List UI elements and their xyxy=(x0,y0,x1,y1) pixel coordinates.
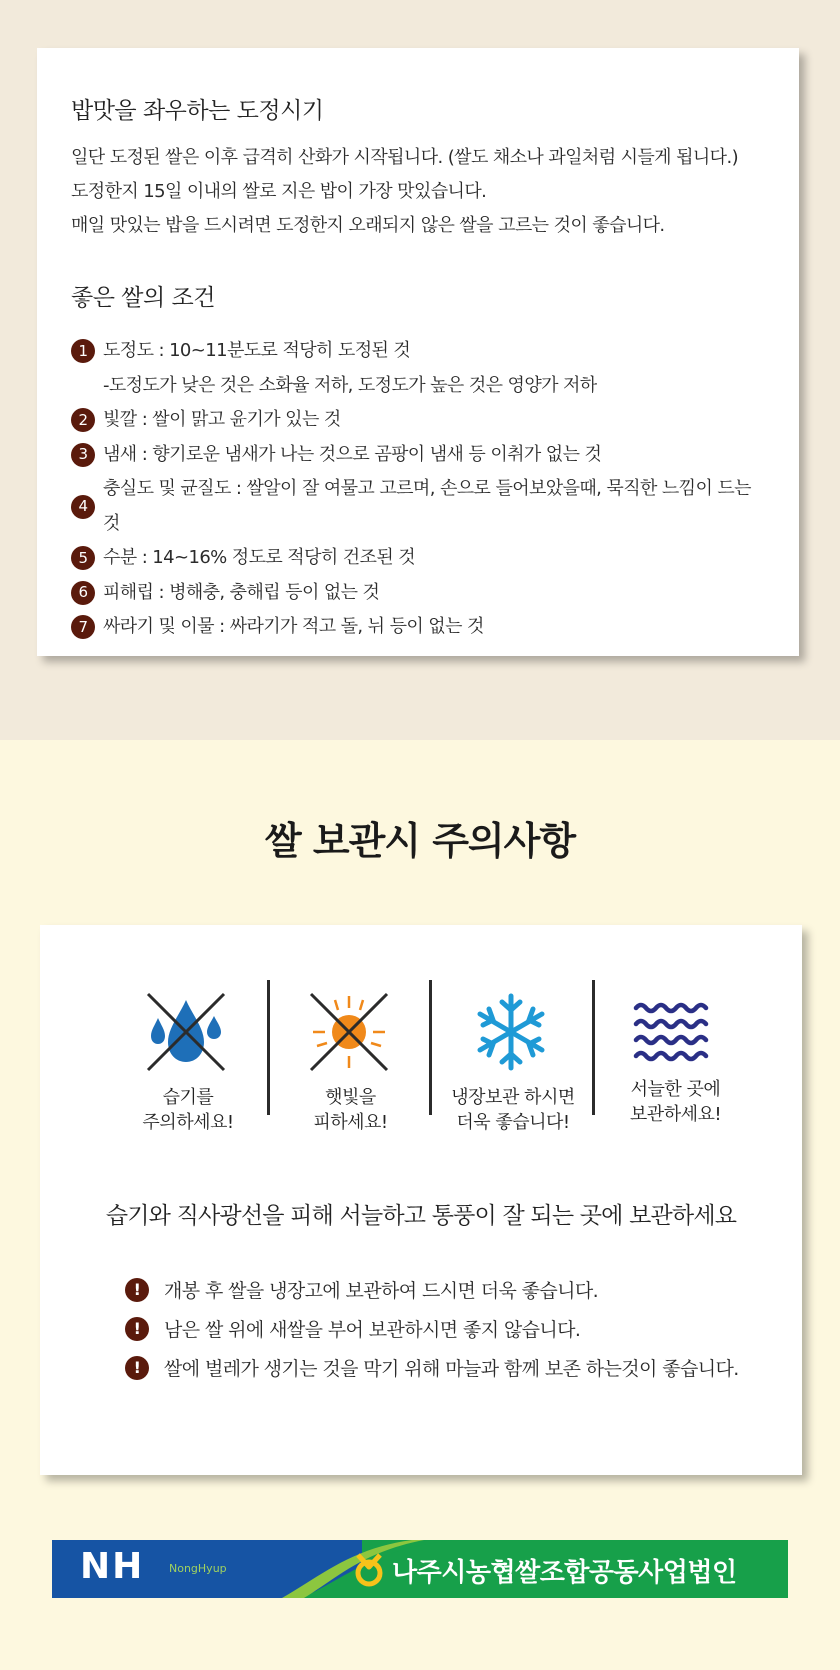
nonghyup-emblem-icon xyxy=(352,1551,386,1587)
moisture-cell xyxy=(105,925,268,1175)
number-badge: 6 xyxy=(71,581,95,605)
tip-item xyxy=(125,1270,739,1309)
condition-item xyxy=(71,576,765,611)
moisture-label xyxy=(105,1085,271,1135)
cool-place-cell xyxy=(593,925,756,1175)
cool-place-label xyxy=(593,1077,759,1127)
condition-text: 충실도 및 균질도 : 쌀알이 잘 여물고 고르며, 손으로 들어보았을때, 묵직한 느낌이 드는 것 xyxy=(103,478,751,534)
condition-text: 수분 : 14~16% 정도로 적당히 건조된 것 xyxy=(103,547,416,568)
storage-title: 쌀 보관시 주의사항 xyxy=(264,819,576,863)
snowflake-icon xyxy=(469,990,553,1074)
condition-item xyxy=(71,403,765,438)
no-sun-icon xyxy=(307,990,391,1074)
icon-label-line: 습기를 xyxy=(162,1087,214,1108)
condition-text: 냄새 : 향기로운 냄새가 나는 것으로 곰팡이 냄새 등 이취가 없는 것 xyxy=(103,443,602,465)
condition-subnote xyxy=(71,369,765,404)
condition-item xyxy=(71,438,765,473)
number-badge: 1 xyxy=(71,339,95,363)
condition-item xyxy=(71,472,765,541)
milling-heading: 밥맛을 좌우하는 도정시기 xyxy=(71,98,324,124)
number-badge: 4 xyxy=(71,495,95,519)
condition-text: 빛깔 : 쌀이 맑고 윤기가 있는 것 xyxy=(103,409,341,430)
tip-item xyxy=(125,1309,739,1348)
refrigerate-label xyxy=(430,1085,596,1135)
condition-item xyxy=(71,334,765,369)
refrigerate-cell xyxy=(430,925,593,1175)
no-water-drops-icon xyxy=(144,990,228,1074)
icon-label-line: 햇빛을 xyxy=(325,1087,376,1108)
number-badge: 2 xyxy=(71,408,95,432)
nh-logo-subtext: NongHyup xyxy=(169,1562,227,1575)
icon-label-line: 주의하세요! xyxy=(142,1112,234,1133)
condition-text: 피해립 : 병해충, 충해립 등이 없는 것 xyxy=(103,581,380,603)
conditions-list xyxy=(71,334,765,645)
icon-label-line: 피하세요! xyxy=(313,1112,388,1133)
bottom-section xyxy=(0,740,840,1670)
rice-info-card xyxy=(37,48,799,656)
number-badge: 5 xyxy=(71,546,95,570)
condition-text: 싸라기 및 이물 : 싸라기가 적고 돌, 뉘 등이 없는 것 xyxy=(103,616,484,637)
storage-icons-row xyxy=(105,925,755,1175)
exclamation-icon: ! xyxy=(125,1278,149,1302)
icon-label-line: 서늘한 곳에 xyxy=(630,1079,721,1100)
tip-text: 개봉 후 쌀을 냉장고에 보관하여 드시면 더욱 좋습니다. xyxy=(164,1280,599,1302)
milling-line: 도정한지 15일 이내의 쌀로 지은 밥이 가장 맛있습니다. xyxy=(71,181,487,202)
cool-waves-icon xyxy=(632,1000,716,1064)
tips-list xyxy=(125,1270,739,1387)
exclamation-icon: ! xyxy=(125,1356,149,1380)
condition-text: 도정도 : 10~11분도로 적당히 도정된 것 xyxy=(103,340,411,361)
brand-banner xyxy=(52,1540,788,1598)
milling-paragraph xyxy=(71,141,765,243)
icon-label-line: 보관하세요! xyxy=(629,1104,722,1125)
icon-label-line: 더욱 좋습니다! xyxy=(456,1112,570,1133)
storage-card xyxy=(40,925,802,1475)
main-advice: 습기와 직사광선을 피해 서늘하고 통풍이 잘 되는 곳에 보관하세요 xyxy=(105,1203,737,1229)
tip-item xyxy=(125,1348,739,1387)
top-section xyxy=(0,0,840,740)
tip-text: 남은 쌀 위에 새쌀을 부어 보관하시면 좋지 않습니다. xyxy=(164,1319,581,1341)
good-rice-heading: 좋은 쌀의 조건 xyxy=(71,285,215,311)
milling-line: 매일 맛있는 밥을 드시려면 도정한지 오래되지 않은 쌀을 고르는 것이 좋습니다. xyxy=(71,215,665,236)
milling-line: 일단 도정된 쌀은 이후 급격히 산화가 시작됩니다. (쌀도 채소나 과일처럼 시들게 됩니다.) xyxy=(71,147,739,168)
exclamation-icon: ! xyxy=(125,1317,149,1341)
number-badge: 3 xyxy=(71,443,95,467)
condition-item xyxy=(71,541,765,576)
nh-logo: NH xyxy=(80,1546,145,1587)
sunlight-cell xyxy=(268,925,431,1175)
condition-text: -도정도가 낮은 것은 소화율 저하, 도정도가 높은 것은 영양가 저하 xyxy=(103,374,597,396)
sunlight-label xyxy=(268,1085,434,1135)
tip-text: 쌀에 벌레가 생기는 것을 막기 위해 마늘과 함께 보존 하는것이 좋습니다. xyxy=(164,1358,739,1380)
number-badge: 7 xyxy=(71,615,95,639)
organization-name: 나주시농협쌀조합공동사업법인 xyxy=(392,1558,737,1588)
condition-item xyxy=(71,610,765,645)
icon-label-line: 냉장보관 하시면 xyxy=(451,1087,575,1108)
